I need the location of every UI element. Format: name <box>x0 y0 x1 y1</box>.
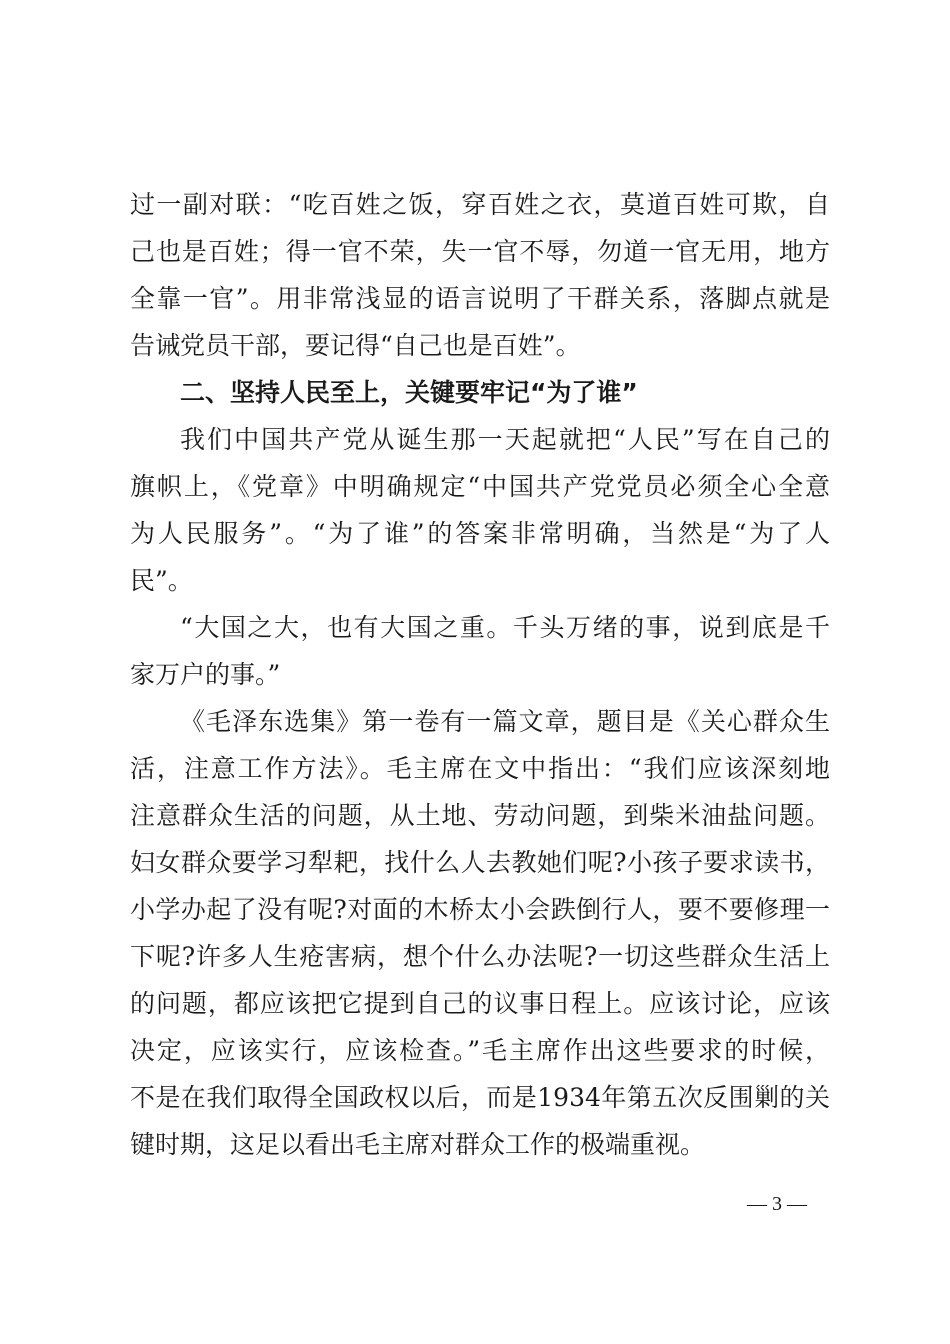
text-line: 活，注意工作方法》。毛主席在文中指出：“我们应该深刻地 <box>130 754 830 783</box>
text-line: 不是在我们取得全国政权以后，而是1934年第五次反围剿的关 <box>130 1083 830 1112</box>
text-line: 全靠一官”。用非常浅显的语言说明了干群关系，落脚点就是 <box>130 284 830 313</box>
text-line: 告诫党员干部，要记得“自己也是百姓”。 <box>130 331 581 360</box>
text-line: 注意群众生活的问题，从土地、劳动问题，到柴米油盐问题。 <box>130 801 830 830</box>
text-line: 决定，应该实行，应该检查。”毛主席作出这些要求的时候， <box>130 1036 830 1065</box>
text-line: 妇女群众要学习犁耙，找什么人去教她们呢?小孩子要求读书， <box>130 848 830 877</box>
text-line: 过一副对联：“吃百姓之饭，穿百姓之衣，莫道百姓可欺，自 <box>130 190 830 219</box>
text-line: 的问题，都应该把它提到自己的议事日程上。应该讨论，应该 <box>130 989 830 1018</box>
text-line: 家万户的事。” <box>130 660 281 689</box>
text-line: 下呢?许多人生疮害病，想个什么办法呢?一切这些群众生活上 <box>130 942 830 971</box>
text-line: 《毛泽东选集》第一卷有一篇文章，题目是《关心群众生 <box>180 707 830 736</box>
text-line: 为人民服务”。“为了谁”的答案非常明确，当然是“为了人 <box>130 519 830 548</box>
text-line: 己也是百姓；得一官不荣，失一官不辱，勿道一官无用，地方 <box>130 237 830 266</box>
text-line: 我们中国共产党从诞生那一天起就把“人民”写在自己的 <box>180 425 830 454</box>
page-number: — 3 — <box>747 1193 807 1215</box>
document-body <box>130 181 830 1168</box>
text-line: 旗帜上，《党章》中明确规定“中国共产党党员必须全心全意 <box>130 472 830 501</box>
text-line: “大国之大，也有大国之重。千头万绪的事，说到底是千 <box>180 613 830 642</box>
text-line: 小学办起了没有呢?对面的木桥太小会跌倒行人，要不要修理一 <box>130 895 830 924</box>
section-heading: 二、坚持人民至上，关键要牢记“为了谁” <box>180 378 638 407</box>
text-line: 键时期，这足以看出毛主席对群众工作的极端重视。 <box>130 1130 706 1159</box>
text-line: 民”。 <box>130 566 193 595</box>
